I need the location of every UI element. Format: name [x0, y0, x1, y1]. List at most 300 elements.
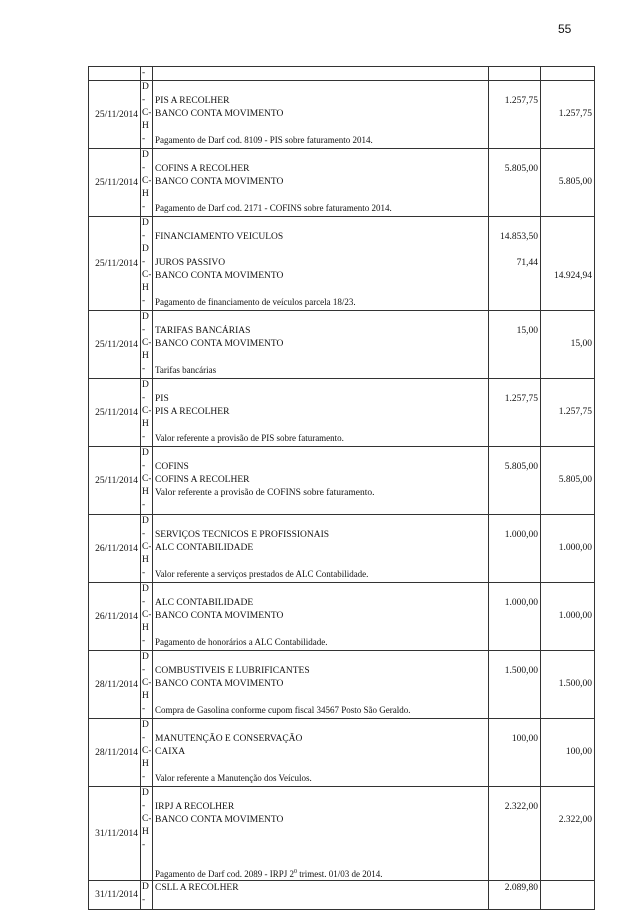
dc-cell — [141, 719, 153, 787]
account-name — [155, 516, 486, 529]
history-text: Pagamento de Darf cod. 8109 - PIS sobre faturamento 2014. — [155, 135, 373, 145]
dc-cell — [141, 515, 153, 583]
credit-amount: 1.257,75 — [558, 407, 592, 417]
account-name: PIS A RECOLHER — [155, 96, 230, 106]
dc-marker: H — [142, 827, 149, 837]
dc-marker: - — [142, 801, 146, 811]
credit-amount — [543, 163, 592, 176]
credit-amount — [543, 364, 592, 377]
date-cell: 31/11/2014 — [89, 881, 141, 910]
credit-amount — [543, 733, 592, 746]
dc-cell — [141, 217, 153, 311]
dc-cell — [141, 651, 153, 719]
debit-amount — [491, 746, 538, 759]
credit-amount — [543, 895, 592, 908]
account-name — [155, 312, 486, 325]
dc-marker: - — [142, 895, 146, 905]
dc-marker: - — [142, 597, 146, 607]
account-name — [155, 840, 486, 853]
dc-marker: D — [142, 82, 149, 92]
debit-amount — [491, 244, 538, 257]
credit-amount — [543, 529, 592, 542]
history-superscript: 0 — [293, 869, 297, 875]
debit-amount — [491, 652, 538, 665]
history-text — [155, 500, 486, 513]
credit-amount — [543, 150, 592, 163]
credit-cell — [541, 515, 595, 583]
account-name — [155, 419, 486, 432]
account-name: COFINS A RECOLHER — [155, 164, 250, 174]
dc-marker: - — [142, 529, 146, 539]
dc-marker: D — [142, 244, 149, 254]
credit-amount — [543, 448, 592, 461]
debit-amount — [491, 419, 538, 432]
debit-amount — [491, 788, 538, 801]
account-name: JUROS PASSIVO — [155, 258, 226, 268]
debit-amount: 5.805,00 — [504, 462, 538, 472]
debit-amount — [491, 202, 538, 215]
account-name — [155, 351, 486, 364]
history-text: Tarifas bancárias — [155, 365, 217, 375]
debit-amount — [491, 568, 538, 581]
account-name — [155, 283, 486, 296]
history-text-part: trimest. 01/03 de 2014. — [296, 869, 383, 879]
account-name — [155, 380, 486, 393]
table-row — [89, 881, 595, 910]
account-name: BANCO CONTA MOVIMENTO — [155, 177, 284, 187]
table-row — [89, 583, 595, 651]
debit-amount: 100,00 — [511, 734, 538, 744]
credit-amount: 100,00 — [565, 747, 592, 757]
debit-amount — [491, 448, 538, 461]
dc-marker: D — [142, 380, 149, 390]
dc-marker: - — [142, 202, 146, 212]
dc-marker: D — [142, 218, 149, 228]
dc-marker: C- — [142, 270, 151, 280]
description-cell — [153, 881, 489, 910]
account-name: CAIXA — [155, 747, 186, 757]
debit-amount — [491, 678, 538, 691]
dc-cell — [141, 149, 153, 217]
credit-amount — [543, 772, 592, 785]
credit-amount — [543, 325, 592, 338]
table-row — [89, 379, 595, 447]
credit-amount — [543, 597, 592, 610]
credit-amount: 1.000,00 — [558, 543, 592, 553]
dc-cell — [141, 583, 153, 651]
account-name — [155, 827, 486, 840]
credit-amount — [543, 419, 592, 432]
table-row — [89, 651, 595, 719]
dc-marker: - — [142, 704, 146, 714]
debit-amount — [491, 351, 538, 364]
account-name — [155, 121, 486, 134]
account-name — [155, 691, 486, 704]
credit-amount — [543, 82, 592, 95]
credit-amount — [543, 461, 592, 474]
table-row — [89, 787, 595, 881]
debit-amount: 1.257,75 — [504, 96, 538, 106]
debit-amount — [491, 623, 538, 636]
dc-marker: D — [142, 150, 149, 160]
dc-marker: C- — [142, 746, 151, 756]
credit-amount — [543, 788, 592, 801]
dc-marker: - — [142, 636, 146, 646]
debit-amount — [491, 474, 538, 487]
account-name: FINANCIAMENTO VEICULOS — [155, 232, 284, 242]
table-row — [89, 67, 595, 81]
debit-amount — [491, 840, 538, 853]
credit-amount — [543, 853, 592, 866]
page-number: 55 — [558, 22, 572, 36]
credit-amount — [543, 555, 592, 568]
debit-amount — [491, 704, 538, 717]
description-cell — [153, 719, 489, 787]
debit-cell — [489, 881, 541, 910]
table-row — [89, 149, 595, 217]
debit-cell — [489, 787, 541, 881]
debit-amount: 2.089,80 — [504, 883, 538, 893]
debit-cell — [489, 719, 541, 787]
debit-amount — [491, 432, 538, 445]
dc-marker: D — [142, 788, 149, 798]
debit-amount — [491, 866, 538, 879]
account-name: Valor referente a provisão de COFINS sobre faturamento. — [155, 488, 375, 498]
account-name — [155, 555, 486, 568]
dc-cell: - — [141, 67, 153, 81]
credit-amount — [543, 121, 592, 134]
credit-amount — [543, 866, 592, 879]
debit-amount — [491, 772, 538, 785]
date-cell: 25/11/2014 — [89, 149, 141, 217]
debit-amount — [491, 500, 538, 513]
credit-cell — [541, 379, 595, 447]
account-name: SERVIÇOS TECNICOS E PROFISSIONAIS — [155, 530, 330, 540]
account-name — [155, 759, 486, 772]
dc-marker: - — [142, 364, 146, 374]
dc-marker: D — [142, 720, 149, 730]
description-cell — [153, 651, 489, 719]
dc-cell — [141, 787, 153, 881]
description-cell — [153, 149, 489, 217]
dc-marker: C- — [142, 108, 151, 118]
account-name: MANUTENÇÃO E CONSERVAÇÃO — [155, 734, 303, 744]
credit-amount — [543, 500, 592, 513]
credit-cell — [541, 651, 595, 719]
credit-amount — [543, 351, 592, 364]
credit-amount — [543, 312, 592, 325]
dc-marker: C- — [142, 474, 151, 484]
debit-amount — [491, 134, 538, 147]
table-row — [89, 719, 595, 787]
debit-amount — [491, 176, 538, 189]
dc-marker: H — [142, 555, 149, 565]
debit-amount — [491, 270, 538, 283]
credit-amount — [543, 665, 592, 678]
credit-amount — [543, 801, 592, 814]
dc-marker: D — [142, 652, 149, 662]
debit-amount — [491, 759, 538, 772]
dc-marker: - — [142, 733, 146, 743]
account-name: COMBUSTIVEIS E LUBRIFICANTES — [155, 666, 310, 676]
credit-cell — [541, 67, 595, 81]
account-name — [155, 218, 486, 231]
account-name: ALC CONTABILIDADE — [155, 543, 254, 553]
debit-cell — [489, 149, 541, 217]
credit-amount — [543, 691, 592, 704]
dc-cell — [141, 81, 153, 149]
account-name: BANCO CONTA MOVIMENTO — [155, 679, 284, 689]
credit-cell — [541, 81, 595, 149]
dc-marker: H — [142, 419, 149, 429]
credit-amount — [543, 202, 592, 215]
debit-amount: 2.322,00 — [504, 802, 538, 812]
date-cell: 25/11/2014 — [89, 447, 141, 515]
account-name — [155, 448, 486, 461]
account-name — [155, 788, 486, 801]
debit-cell — [489, 217, 541, 311]
account-name — [155, 244, 486, 257]
dc-cell — [141, 311, 153, 379]
history-text: Compra de Gasolina conforme cupom fiscal 34567 Posto São Geraldo. — [155, 705, 411, 715]
account-name: PIS A RECOLHER — [155, 407, 230, 417]
history-text: Pagamento de financiamento de veículos parcela 18/23. — [155, 297, 356, 307]
debit-amount: 1.500,00 — [504, 666, 538, 676]
credit-cell — [541, 719, 595, 787]
dc-marker: - — [142, 568, 146, 578]
history-text: Valor referente a provisão de PIS sobre faturamento. — [155, 433, 344, 443]
journal-body — [89, 67, 595, 910]
account-name: BANCO CONTA MOVIMENTO — [155, 815, 284, 825]
debit-amount: 5.805,00 — [504, 164, 538, 174]
date-cell: 26/11/2014 — [89, 583, 141, 651]
debit-amount — [491, 108, 538, 121]
debit-amount — [491, 542, 538, 555]
dc-marker: C- — [142, 678, 151, 688]
credit-amount — [543, 584, 592, 597]
credit-amount: 1.000,00 — [558, 611, 592, 621]
credit-amount — [543, 636, 592, 649]
account-name: BANCO CONTA MOVIMENTO — [155, 109, 284, 119]
dc-marker: H — [142, 487, 149, 497]
credit-amount — [543, 380, 592, 393]
account-name: PIS — [155, 394, 169, 404]
dc-marker: D — [142, 584, 149, 594]
dc-marker: H — [142, 691, 149, 701]
credit-amount — [543, 218, 592, 231]
debit-amount: 1.257,75 — [504, 394, 538, 404]
account-name — [155, 584, 486, 597]
credit-amount — [543, 652, 592, 665]
credit-amount: 1.500,00 — [558, 679, 592, 689]
table-row — [89, 515, 595, 583]
account-name — [155, 853, 486, 866]
account-name: BANCO CONTA MOVIMENTO — [155, 271, 284, 281]
credit-cell — [541, 447, 595, 515]
dc-marker: C- — [142, 406, 151, 416]
history-text-part: Pagamento de Darf cod. 2089 - IRPJ 2 — [155, 869, 294, 879]
dc-marker: - — [142, 95, 146, 105]
description-cell — [153, 583, 489, 651]
credit-amount: 5.805,00 — [558, 475, 592, 485]
credit-cell — [541, 149, 595, 217]
dc-marker: - — [142, 665, 146, 675]
credit-amount: 15,00 — [570, 339, 592, 349]
history-text: Pagamento de honorários a ALC Contabilidade. — [155, 637, 328, 647]
debit-amount — [491, 283, 538, 296]
dc-marker: - — [142, 772, 146, 782]
dc-marker: - — [142, 500, 146, 510]
dc-cell — [141, 881, 153, 910]
dc-marker: - — [142, 325, 146, 335]
description-cell — [153, 311, 489, 379]
account-name — [155, 623, 486, 636]
debit-amount: 14.853,50 — [500, 232, 538, 242]
credit-amount — [543, 189, 592, 202]
debit-amount — [491, 720, 538, 733]
dc-marker: - — [142, 432, 146, 442]
dc-marker: H — [142, 351, 149, 361]
debit-amount — [491, 827, 538, 840]
dc-marker: - — [142, 296, 146, 306]
dc-marker: C- — [142, 814, 151, 824]
debit-amount — [491, 584, 538, 597]
dc-marker: D — [142, 312, 149, 322]
description-cell — [153, 67, 489, 81]
account-name: CSLL A RECOLHER — [155, 883, 239, 893]
debit-amount — [491, 853, 538, 866]
debit-cell — [489, 515, 541, 583]
debit-amount — [491, 364, 538, 377]
credit-amount — [543, 393, 592, 406]
description-cell — [153, 81, 489, 149]
table-row — [89, 447, 595, 515]
dc-marker: D — [142, 448, 149, 458]
credit-amount — [543, 882, 592, 895]
date-cell: 25/11/2014 — [89, 217, 141, 311]
description-cell — [153, 379, 489, 447]
debit-amount — [491, 150, 538, 163]
account-name — [155, 150, 486, 163]
debit-amount: 1.000,00 — [504, 530, 538, 540]
account-name: ALC CONTABILIDADE — [155, 598, 254, 608]
credit-cell — [541, 217, 595, 311]
account-name — [155, 720, 486, 733]
date-cell: 25/11/2014 — [89, 311, 141, 379]
dc-marker: C- — [142, 338, 151, 348]
account-name: COFINS A RECOLHER — [155, 475, 250, 485]
dc-marker: D — [142, 516, 149, 526]
debit-amount — [491, 82, 538, 95]
debit-cell — [489, 447, 541, 515]
history-text: Pagamento de Darf cod. 2171 - COFINS sobre faturamento 2014. — [155, 203, 392, 213]
credit-cell — [541, 311, 595, 379]
date-cell — [89, 67, 141, 81]
account-name: IRPJ A RECOLHER — [155, 802, 235, 812]
dc-marker: - — [142, 461, 146, 471]
debit-cell — [489, 651, 541, 719]
debit-amount — [491, 406, 538, 419]
credit-amount — [543, 244, 592, 257]
debit-amount — [491, 814, 538, 827]
dc-marker: H — [142, 759, 149, 769]
debit-amount — [491, 121, 538, 134]
dc-marker — [142, 852, 151, 865]
history-text: Valor referente a serviços prestados de ALC Contabilidade. — [155, 569, 369, 579]
credit-amount — [543, 623, 592, 636]
journal-table — [88, 66, 595, 910]
dc-marker: H — [142, 283, 149, 293]
credit-amount — [543, 568, 592, 581]
credit-cell — [541, 881, 595, 910]
credit-amount — [543, 432, 592, 445]
debit-amount — [491, 380, 538, 393]
debit-amount: 1.000,00 — [504, 598, 538, 608]
credit-amount: 14.924,94 — [554, 271, 592, 281]
credit-amount — [543, 95, 592, 108]
dc-marker: - — [142, 840, 146, 850]
account-name — [155, 189, 486, 202]
debit-cell — [489, 81, 541, 149]
dc-marker: - — [142, 163, 146, 173]
table-row — [89, 217, 595, 311]
dc-marker: - — [142, 393, 146, 403]
dc-marker: H — [142, 623, 149, 633]
credit-amount: 1.257,75 — [558, 109, 592, 119]
date-cell: 25/11/2014 — [89, 81, 141, 149]
dc-cell — [141, 379, 153, 447]
description-cell — [153, 217, 489, 311]
debit-amount: 15,00 — [516, 326, 538, 336]
credit-amount: 5.805,00 — [558, 177, 592, 187]
account-name — [155, 82, 486, 95]
debit-amount: 71,44 — [516, 258, 538, 268]
dc-marker: C- — [142, 610, 151, 620]
dc-marker: D — [142, 882, 149, 892]
debit-amount — [491, 516, 538, 529]
description-cell — [153, 447, 489, 515]
credit-amount — [543, 516, 592, 529]
credit-amount — [543, 704, 592, 717]
debit-amount — [491, 312, 538, 325]
table-row — [89, 311, 595, 379]
credit-amount — [543, 134, 592, 147]
date-cell: 31/11/2014 — [89, 787, 141, 881]
debit-amount — [491, 487, 538, 500]
account-name — [155, 652, 486, 665]
dc-marker: C- — [142, 542, 151, 552]
debit-amount — [491, 296, 538, 309]
debit-cell — [489, 379, 541, 447]
debit-cell — [489, 67, 541, 81]
credit-cell — [541, 583, 595, 651]
dc-marker — [142, 865, 151, 878]
date-cell: 28/11/2014 — [89, 651, 141, 719]
debit-amount — [491, 338, 538, 351]
debit-cell — [489, 583, 541, 651]
dc-marker: H — [142, 189, 149, 199]
dc-marker: H — [142, 121, 149, 131]
credit-amount — [543, 487, 592, 500]
debit-amount — [491, 555, 538, 568]
description-cell — [153, 515, 489, 583]
credit-amount — [543, 231, 592, 244]
credit-amount: 2.322,00 — [558, 815, 592, 825]
credit-amount — [543, 759, 592, 772]
debit-amount — [491, 189, 538, 202]
account-name: TARIFAS BANCÁRIAS — [155, 326, 251, 336]
debit-amount — [491, 895, 538, 908]
